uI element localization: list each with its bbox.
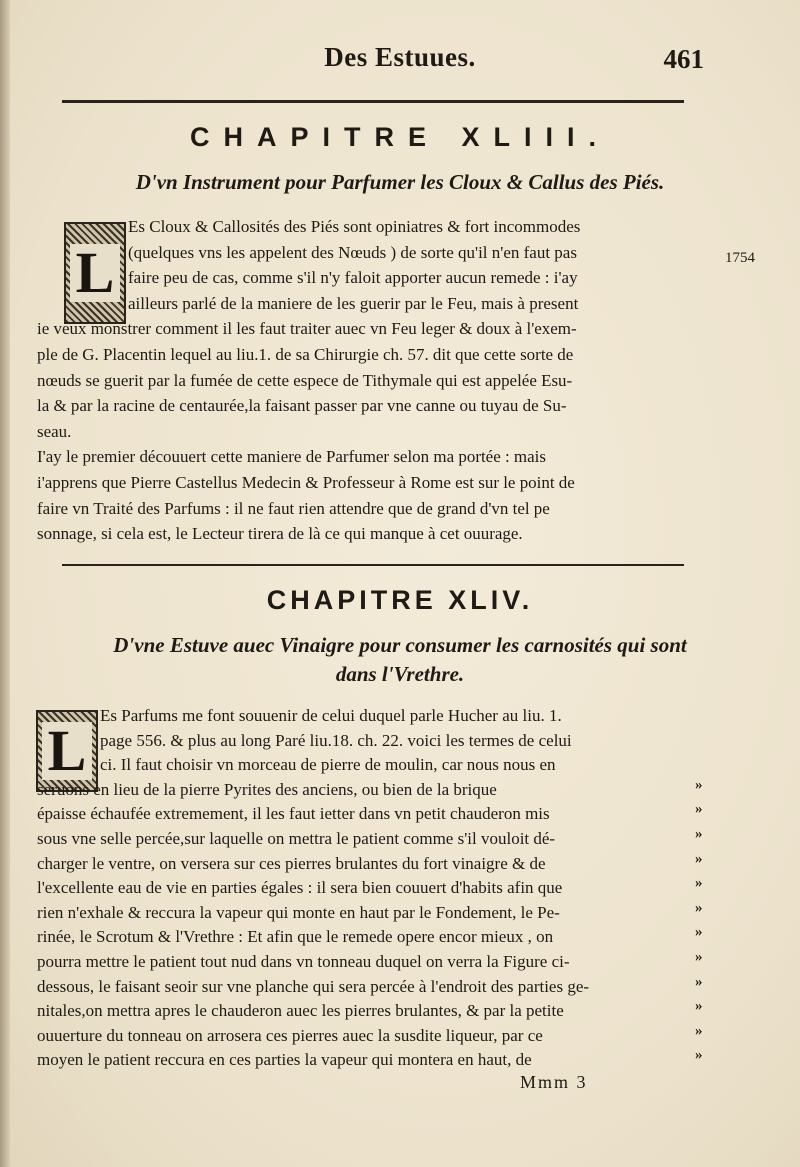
margin-note: 1754 bbox=[725, 250, 755, 266]
text-line: dessous, le faisant seoir sur vne planche qui sera percée à l'endroit des parties ge- bbox=[37, 976, 590, 996]
quote-mark: » bbox=[695, 1022, 703, 1039]
quote-mark: » bbox=[695, 875, 703, 892]
quote-mark: » bbox=[695, 899, 703, 916]
text-line: épaisse échaufée extremement, il les faut ietter dans vn petit chauderon mis bbox=[37, 804, 550, 824]
drop-cap-letter: L bbox=[70, 244, 121, 302]
text-line: (quelques vns les appelent des Nœuds ) de sorte qu'il n'en faut pas bbox=[128, 242, 577, 262]
header-rule bbox=[62, 100, 684, 103]
text-line: l'excellente eau de vie en parties égales : il sera bien couuert d'habits afin que bbox=[37, 878, 563, 898]
text-line: ailleurs parlé de la maniere de les guerir par le Feu, mais à present bbox=[128, 293, 579, 313]
chapter-44-title: CHAPITRE XLIV. bbox=[266, 585, 534, 615]
text-line: rinée, le Scrotum & l'Vrethre : Et afin que le remede opere encor mieux , on bbox=[37, 927, 554, 947]
text-line: seau. bbox=[37, 421, 72, 441]
text-line: charger le ventre, on versera sur ces pierres brulantes du fort vinaigre & de bbox=[37, 853, 546, 873]
text-line: faire peu de cas, comme s'il n'y faloit apporter aucun remede : i'ay bbox=[128, 268, 578, 288]
running-head: Des Estuues. bbox=[324, 42, 476, 72]
text-line: Es Parfums me font souuenir de celui duquel parle Hucher au liu. 1. bbox=[100, 706, 562, 725]
text-line: page 556. & plus au long Paré liu.18. ch. 22. voici les termes de celui bbox=[100, 730, 572, 750]
text-line: moyen le patient reccura en ces parties la vapeur qui montera en haut, de bbox=[37, 1050, 532, 1070]
chapter-43-title: CHAPITRE XLIII. bbox=[189, 122, 610, 152]
text-line: nœuds se guerit par la fumée de cette espece de Tithymale qui est appelée Esu- bbox=[37, 370, 573, 390]
text-line: ie veux monstrer comment il les faut traiter auec vn Feu leger & doux à l'exem- bbox=[37, 319, 577, 339]
quote-mark: » bbox=[695, 998, 703, 1015]
chapter-44-subtitle-line2: dans l'Vrethre. bbox=[335, 662, 465, 686]
quote-mark: » bbox=[695, 776, 703, 793]
chapter-43-subtitle: D'vn Instrument pour Parfumer les Cloux & Callus des Piés. bbox=[135, 170, 665, 194]
text-line: I'ay le premier découuert cette maniere de Parfumer selon ma portée : mais bbox=[37, 447, 546, 467]
chapter-44-subtitle-line1: D'vne Estuve auec Vinaigre pour consumer les carnosités qui sont bbox=[113, 633, 687, 657]
text-line: faire vn Traité des Parfums : il ne faut rien attendre que de grand d'vn tel pe bbox=[37, 498, 550, 518]
signature-mark: Mmm 3 bbox=[520, 1072, 588, 1092]
text-line: nitales,on mettra apres le chauderon auec les pierres brulantes, & par la petite bbox=[37, 1001, 564, 1021]
quote-mark: » bbox=[695, 826, 703, 842]
quote-mark: » bbox=[695, 949, 703, 965]
text-line: i'apprens que Pierre Castellus Medecin & Professeur à Rome est sur le point de bbox=[37, 473, 575, 492]
text-line: pourra mettre le patient tout nud dans vn tonneau duquel on verra la Figure ci- bbox=[37, 952, 570, 971]
text-line: la & par la racine de centaurée,la faisant passer par vne canne ou tuyau de Su- bbox=[37, 396, 567, 416]
text-line: rien n'exhale & reccura la vapeur qui monte en haut par le Fondement, le Pe- bbox=[37, 902, 560, 922]
quote-mark: » bbox=[695, 1047, 703, 1064]
quote-mark: » bbox=[695, 924, 703, 941]
quote-mark: » bbox=[695, 850, 703, 867]
text-line: sous vne selle percée,sur laquelle on mettra le patient comme s'il vouloit dé- bbox=[37, 829, 556, 848]
text-line: Es Cloux & Callosités des Piés sont opiniatres & fort incommodes bbox=[128, 217, 581, 236]
text-line: ci. Il faut choisir vn morceau de pierre de moulin, car nous nous en bbox=[100, 755, 556, 775]
section-rule bbox=[62, 564, 684, 566]
drop-cap-letter-2: L bbox=[42, 722, 93, 780]
text-line: ple de G. Placentin lequel au liu.1. de sa Chirurgie ch. 57. dit que cette sorte de bbox=[37, 345, 574, 364]
text-line: ouuerture du tonneau on arrosera ces pierres auec la susdite liqueur, par ce bbox=[37, 1025, 543, 1045]
drop-cap-initial bbox=[64, 222, 126, 324]
page-number: 461 bbox=[663, 44, 704, 74]
quote-mark: » bbox=[695, 973, 703, 990]
quote-mark: » bbox=[695, 801, 703, 818]
text-line: sonnage, si cela est, le Lecteur tirera de là ce qui manque à cet ouurage. bbox=[37, 524, 523, 544]
text-line: seruons en lieu de la pierre Pyrites des anciens, ou bien de la brique bbox=[37, 779, 497, 799]
